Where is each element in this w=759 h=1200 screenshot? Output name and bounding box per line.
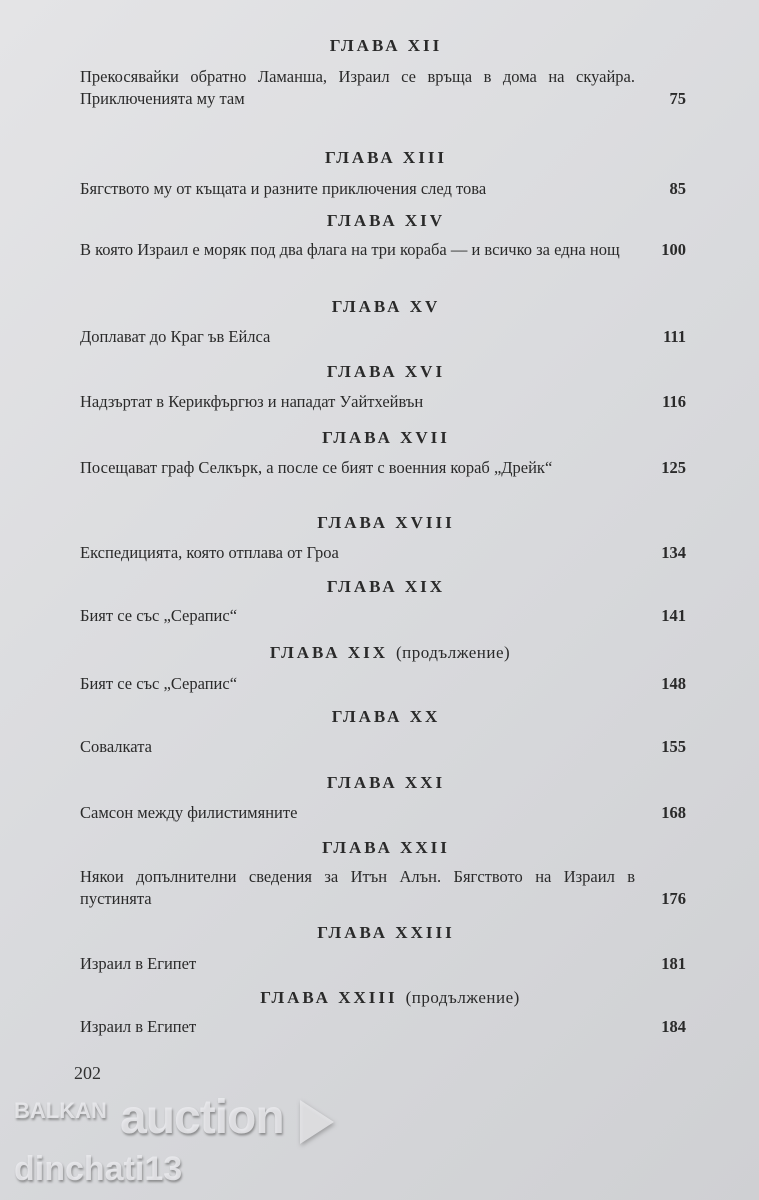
- chapter-title: Бият се със „Серапис“: [80, 674, 238, 693]
- toc-entry: [80, 239, 686, 261]
- watermark-balkan: BALKAN: [14, 1098, 107, 1123]
- chapter-number: ГЛАВА XXIII: [260, 988, 398, 1007]
- toc-entry: [80, 605, 686, 627]
- chapter-number: ГЛАВА XIV: [326, 211, 446, 230]
- chapter-page-number: 75: [669, 89, 686, 108]
- chapter-page-number: 111: [663, 327, 686, 346]
- toc-entry: [80, 736, 686, 758]
- chapter-page-number: 141: [661, 606, 686, 625]
- chapter-page-number: 155: [661, 737, 686, 756]
- chapter-title: Надзъртат в Керикфъргюз и нападат Уайтхейвън: [80, 392, 424, 411]
- chapter-page-number: 176: [661, 889, 686, 908]
- chapter-continuation: (продължение): [405, 988, 520, 1007]
- chapter-title: Израил в Египет: [80, 954, 197, 973]
- chapter-page-number: 125: [661, 458, 686, 477]
- chapter-number: ГЛАВА XXIII: [317, 923, 455, 942]
- chapter-page-number: 148: [661, 674, 686, 693]
- page-number: 202: [74, 1063, 101, 1083]
- chapter-heading: [80, 707, 700, 727]
- chapter-title: Бият се със „Серапис“: [80, 606, 238, 625]
- chapter-heading: [80, 988, 700, 1008]
- toc-entry: [80, 1016, 686, 1038]
- chapter-number: ГЛАВА XIX: [326, 577, 446, 596]
- chapter-heading: [80, 513, 700, 533]
- chapter-heading: [80, 362, 700, 382]
- chapter-heading: [80, 577, 700, 597]
- toc-entry: [80, 542, 686, 564]
- chapter-heading: [80, 643, 700, 663]
- chapter-title: Совалката: [80, 737, 152, 756]
- chapter-page-number: 168: [661, 803, 686, 822]
- chapter-page-number: 116: [662, 392, 686, 411]
- toc-entry: [80, 673, 686, 695]
- chapter-number: ГЛАВА XIII: [324, 148, 448, 167]
- chapter-number: ГЛАВА XVII: [322, 428, 450, 447]
- toc-entry: [80, 391, 686, 413]
- chapter-heading: [80, 773, 700, 793]
- chapter-title: Бягството му от къщата и разните приключения след това: [80, 179, 487, 198]
- chapter-number: ГЛАВА XIX: [269, 643, 388, 662]
- chapter-heading: [80, 923, 700, 943]
- toc-entry: [80, 457, 686, 479]
- chapter-title: Прекосявайки обратно Ламанша, Израил се връща в дома на скуайра. Приключенията му там: [80, 67, 635, 108]
- chapter-title: Доплават до Краг ъв Ейлса: [80, 327, 271, 346]
- chapter-number: ГЛАВА XXI: [326, 773, 446, 792]
- chapter-title: В която Израил е моряк под два флага на три кораба — и всичко за една нощ: [80, 240, 620, 259]
- chapter-number: ГЛАВА XVIII: [317, 513, 455, 532]
- toc-entry: [80, 66, 686, 110]
- chapter-title: Израил в Египет: [80, 1017, 197, 1036]
- chapter-page-number: 184: [661, 1017, 686, 1036]
- toc-entry: [80, 802, 686, 824]
- watermark-play-icon: [300, 1100, 334, 1144]
- chapter-title: Посещават граф Селкърк, а после се бият с военния кораб „Дрейк“: [80, 458, 553, 477]
- chapter-number: ГЛАВА XXII: [322, 838, 450, 857]
- chapter-page-number: 100: [661, 240, 686, 259]
- chapter-heading: [80, 36, 700, 56]
- chapter-title: Самсон между филистимяните: [80, 803, 298, 822]
- chapter-page-number: 85: [669, 179, 686, 198]
- toc-entry: [80, 326, 686, 348]
- watermark-auction: auction: [120, 1091, 284, 1144]
- chapter-heading: [80, 838, 700, 858]
- chapter-heading: [80, 297, 700, 317]
- chapter-title: Някои допълнителни сведения за Итън Алън. Бягството на Израил в пустинята: [80, 867, 635, 908]
- chapter-heading: [80, 211, 700, 231]
- chapter-page-number: 134: [661, 543, 686, 562]
- chapter-heading: [80, 148, 700, 168]
- chapter-number: ГЛАВА XVI: [326, 362, 446, 381]
- chapter-number: ГЛАВА XII: [329, 36, 443, 55]
- toc-entry: [80, 866, 686, 910]
- chapter-continuation: (продължение): [396, 643, 511, 662]
- chapter-number: ГЛАВА XV: [331, 297, 441, 316]
- chapter-title: Експедицията, която отплава от Гроа: [80, 543, 339, 562]
- chapter-page-number: 181: [661, 954, 686, 973]
- toc-entry: [80, 178, 686, 200]
- chapter-heading: [80, 428, 700, 448]
- chapter-number: ГЛАВА XX: [331, 707, 441, 726]
- toc-entry: [80, 953, 686, 975]
- watermark-user: dinchati13: [14, 1150, 183, 1188]
